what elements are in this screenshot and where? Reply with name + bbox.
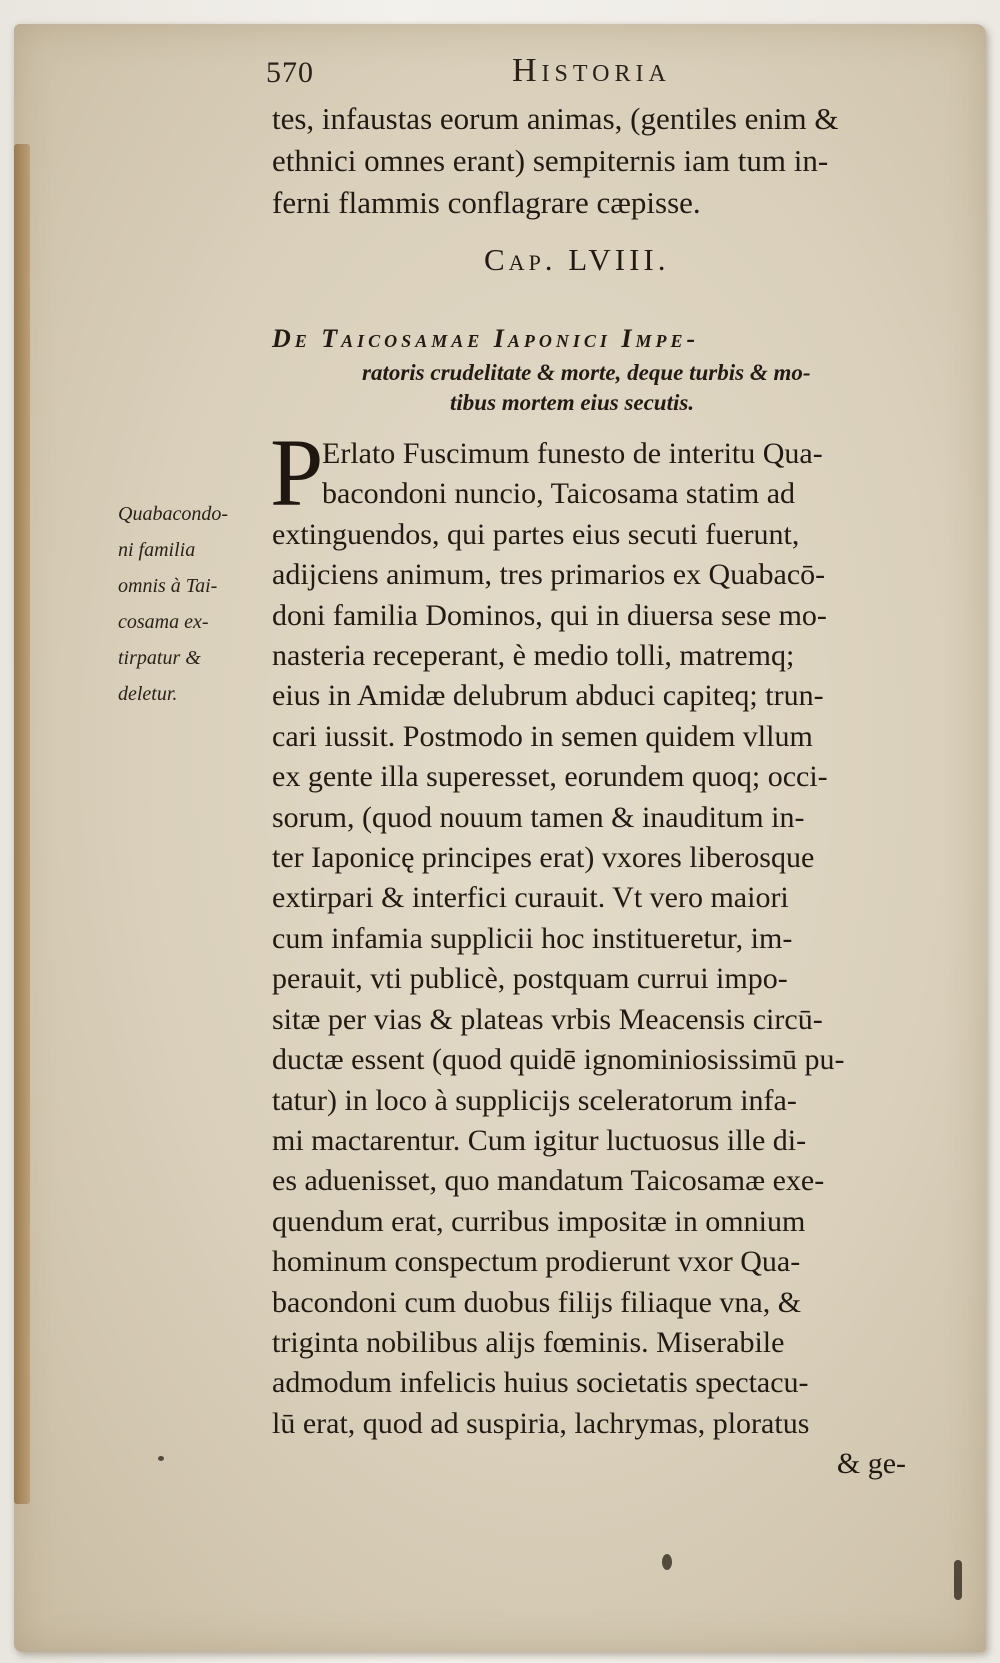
book-page xyxy=(14,24,986,1652)
carry-over-text xyxy=(272,98,912,224)
page-header xyxy=(252,52,892,98)
heading-line: ratoris crudelitate & morte, deque turbis & mo- xyxy=(362,360,811,385)
text-line: sorum, (quod nouum tamen & inauditum in- xyxy=(272,800,805,834)
text-line: admodum infelicis huius societatis spectacu- xyxy=(272,1366,809,1400)
ink-blot xyxy=(662,1554,672,1570)
text-line: cari iussit. Postmodo in semen quidem vllum xyxy=(272,719,813,753)
text-line: adijciens animum, tres primarios ex Quabacō- xyxy=(272,558,826,592)
text-line: extinguendos, qui partes eius secuti fuerunt, xyxy=(272,517,800,551)
ink-blot xyxy=(954,1560,962,1600)
text-line: tatur) in loco à supplicijs sceleratorum infa- xyxy=(272,1083,797,1117)
running-head: Historia xyxy=(512,52,671,89)
text-line: tes, infaustas eorum animas, (gentiles enim & xyxy=(272,101,839,136)
note-line: omnis à Tai- xyxy=(118,575,218,597)
text-line: sitæ per vias & plateas vrbis Meacensis circū- xyxy=(272,1002,823,1036)
text-line: ex gente illa superesset, eorundem quoq; occi- xyxy=(272,760,828,794)
body-text xyxy=(272,434,912,1485)
text-line: es aduenisset, quo mandatum Taicosamæ exe- xyxy=(272,1164,825,1198)
text-line: triginta nobilibus alijs fœminis. Miserabile xyxy=(272,1325,785,1359)
text-line: extirpari & interfici curauit. Vt vero maiori xyxy=(272,881,789,915)
text-line: hominum conspectum prodierunt vxor Qua- xyxy=(272,1245,801,1279)
text-line: bacondoni nuncio, Taicosama statim ad xyxy=(322,477,796,511)
text-line: perauit, vti publicè, postquam currui impo- xyxy=(272,962,788,996)
note-line: deletur. xyxy=(118,683,178,705)
note-line: Quabacondo- xyxy=(118,503,228,525)
text-line: bacondoni cum duobus filijs filiaque vna, & xyxy=(272,1285,802,1319)
drop-cap: P xyxy=(270,419,324,526)
text-line: cum infamia supplicii hoc institueretur, im- xyxy=(272,921,793,955)
note-line: cosama ex- xyxy=(118,611,209,633)
text-line: quendum erat, curribus impositæ in omnium xyxy=(272,1204,806,1238)
text-line: doni familia Dominos, qui in diuersa sese mo- xyxy=(272,598,827,632)
text-line: ter Iaponicę principes erat) vxores liberosque xyxy=(272,841,815,875)
text-line: nasteria receperant, è medio tolli, matremq; xyxy=(272,639,795,673)
ink-blot xyxy=(158,1456,164,1461)
note-line: ni familia xyxy=(118,539,196,561)
page-edge-binding xyxy=(14,144,30,1504)
heading-line: tibus mortem eius secutis. xyxy=(450,390,695,415)
note-line: tirpatur & xyxy=(118,647,201,669)
chapter-heading xyxy=(272,324,912,416)
text-line: lū erat, quod ad suspiria, lachrymas, ploratus xyxy=(272,1406,810,1440)
text-line: mi mactarentur. Cum igitur luctuosus ille di- xyxy=(272,1123,807,1157)
catchword: & ge- xyxy=(836,1447,906,1481)
text-line: ferni flammis conflagrare cæpisse. xyxy=(272,185,701,220)
text-line: eius in Amidæ delubrum abduci capiteq; trun- xyxy=(272,679,824,713)
page-number: 570 xyxy=(266,56,314,89)
chapter-title: Cap. LVIII. xyxy=(484,242,670,277)
text-line: ductæ essent (quod quidē ignominiosissimū pu- xyxy=(272,1043,845,1077)
heading-line: De Taicosamae Iaponici Impe- xyxy=(272,324,700,353)
marginal-note xyxy=(118,496,268,712)
text-line: Erlato Fuscimum funesto de interitu Qua- xyxy=(322,437,823,470)
text-line: ethnici omnes erant) sempiternis iam tum in- xyxy=(272,143,829,178)
